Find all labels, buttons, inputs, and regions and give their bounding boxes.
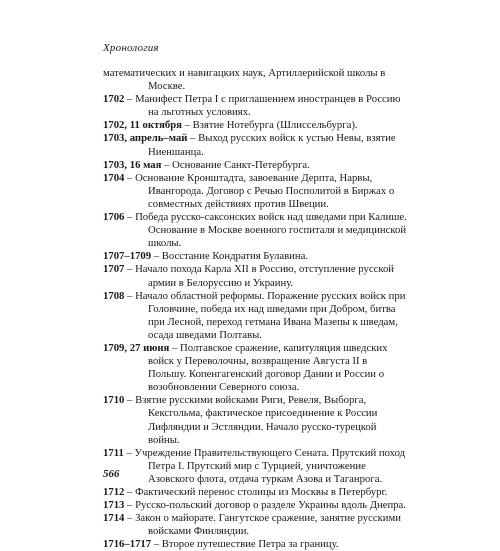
entry-date: 1702, 11 октября xyxy=(103,119,182,132)
chronology-entry xyxy=(103,132,408,158)
entry-date: 1707–1709 xyxy=(103,250,152,263)
entry-text: – Фактический перенос столицы из Москвы в Петербург. xyxy=(124,486,388,498)
entry-date: 1708 xyxy=(103,289,125,302)
chronology-entry xyxy=(103,538,408,551)
page-number: 566 xyxy=(103,468,120,480)
entry-date: 1704 xyxy=(103,171,125,184)
chronology-entry xyxy=(103,290,408,342)
entry-date: 1703, апрель–май xyxy=(103,132,188,145)
entry-date: 1706 xyxy=(103,211,125,224)
entry-date: 1714 xyxy=(103,512,125,525)
entry-text: – Взятие Нотебурга (Шлиссельбурга). xyxy=(181,119,358,132)
entry-date: 1712 xyxy=(103,486,125,498)
chronology-entry xyxy=(103,499,408,512)
chronology-entry xyxy=(103,394,408,446)
entry-date: 1703, 16 мая xyxy=(103,158,162,171)
entry-text: – Начало похода Карла XII в Россию, отступление русской армии в Белоруссию и Украину. xyxy=(124,263,395,289)
entry-text: – Основание Кронштадта, завоевание Дерпта, Нарвы, Ивангорода. Договор с Речью Посполитой в Биржах о совместных действиях против Швеции. xyxy=(124,171,395,210)
entry-text: – Восстание Кондратия Булавина. xyxy=(151,250,309,263)
chronology-entry xyxy=(103,447,408,486)
running-head: Хронология xyxy=(103,42,159,54)
entry-text: – Выход русских войск к устью Невы, взятие Ниеншанца. xyxy=(148,132,396,158)
chronology-entry xyxy=(103,250,408,263)
entry-date: 1711 xyxy=(103,446,124,459)
entry-text: – Полтавское сражение, капитуляция шведских войск у Переволочны, возвращение Августа II в Польшу. Копенгагенский договор Дании и России о возобновлении Северного союза. xyxy=(148,341,388,394)
entry-text: – Взятие русскими войсками Риги, Ревеля, Выборга, Кексгольма, фактическое присоединение к России Лифляндии и Эстляндии. Начало русско-турецкой войны. xyxy=(124,394,378,446)
entry-text: – Русско-польский договор о разделе Украины вдоль Днепра. xyxy=(124,499,406,512)
chronology-entry xyxy=(103,486,408,499)
chronology-entry xyxy=(103,172,408,211)
entry-date: 1710 xyxy=(103,394,125,407)
entry-date: 1716–1717 xyxy=(103,538,152,551)
entry-text: – Второе путешествие Петра за границу. xyxy=(151,538,339,551)
entry-date: 1707 xyxy=(103,263,125,276)
chronology-entry xyxy=(103,263,408,289)
entry-text: – Закон о майорате. Гангутское сражение, занятие русскими войсками Финляндии. xyxy=(124,512,401,538)
chronology-entry xyxy=(103,512,408,538)
entry-text: – Основание Санкт-Петербурга. xyxy=(161,158,310,171)
entry-text: математических и навигацких наук, Артиллерийской школы в Москве. xyxy=(103,67,386,93)
entry-text: – Начало областной реформы. Поражение русских войск при Головчине, победа их над шведами при Добром, битва при Лесной, переход гетмана Ивана Мазепы к шведам, осада шведами Полтавы. xyxy=(124,289,406,341)
entry-date: 1709, 27 июня xyxy=(103,341,170,354)
entry-date: 1713 xyxy=(103,499,125,512)
chronology-entry xyxy=(103,159,408,172)
entry-text: – Манифест Петра I с приглашением иностранцев в Россию на льготных условиях. xyxy=(124,93,401,119)
chronology-entry xyxy=(103,93,408,119)
entry-text: – Учреждение Правительствующего Сената. Прутский поход Петра I. Прутский мир с Турцией, уничтожение Азовского флота, отдача туркам Азова и Таганрога. xyxy=(123,446,406,485)
entry-date: 1702 xyxy=(103,93,125,106)
chronology-list xyxy=(103,67,408,551)
chronology-entry xyxy=(103,342,408,394)
chronology-entry xyxy=(103,211,408,250)
chronology-entry xyxy=(103,119,408,132)
entry-text: – Победа русско-саксонских войск над шведами при Калише. Основание в Москве военного госпиталя и медицинской школы. xyxy=(124,211,407,250)
chronology-entry xyxy=(103,67,408,93)
